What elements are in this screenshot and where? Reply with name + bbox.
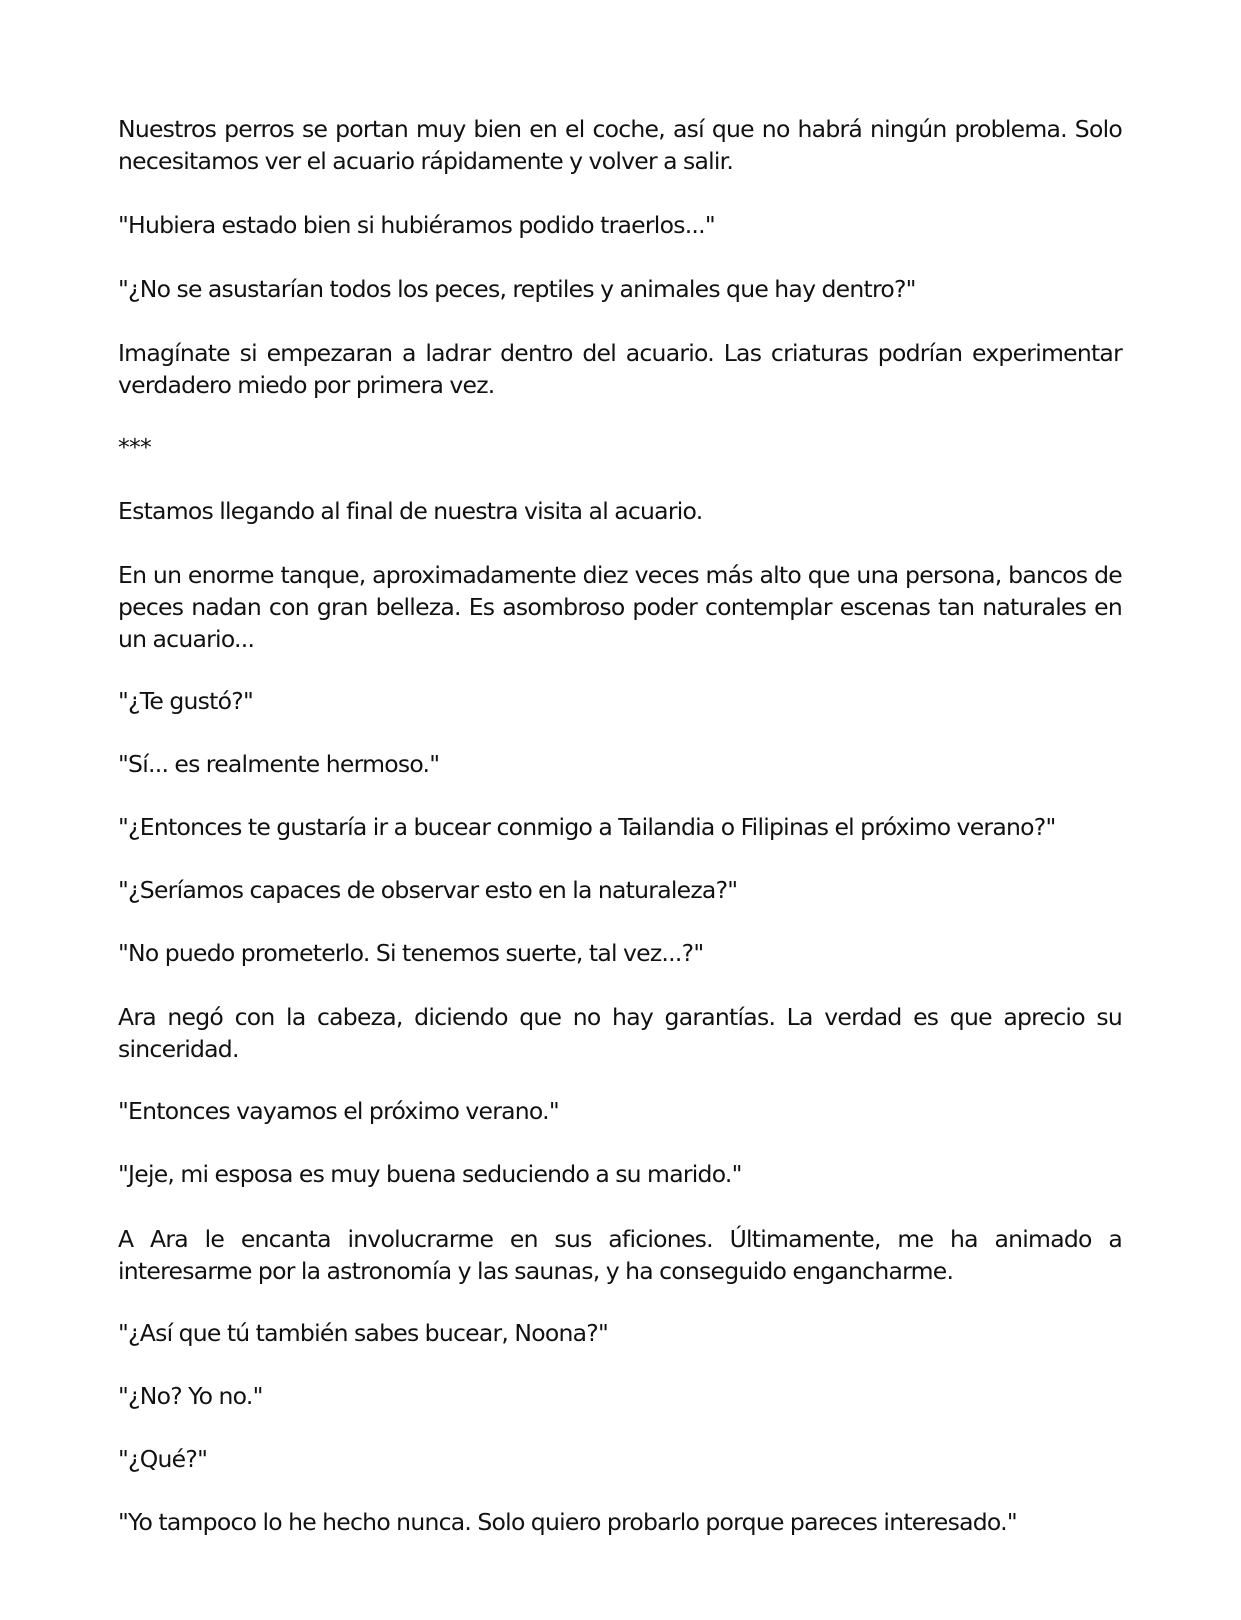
- paragraph-1: Nuestros perros se portan muy bien en el coche, así que no habrá ningún problema. Solo necesitamos ver el acuario rápidamente y volver a salir.: [118, 115, 1122, 175]
- paragraph-14: "Jeje, mi esposa es muy buena seduciendo a su marido.": [118, 1160, 742, 1188]
- paragraph-11: "No puedo prometerlo. Si tenemos suerte, tal vez...?": [118, 939, 704, 967]
- paragraph-8: "Sí... es realmente hermoso.": [118, 750, 440, 778]
- paragraph-5: Estamos llegando al final de nuestra visita al acuario.: [118, 497, 703, 525]
- paragraph-6: En un enorme tanque, aproximadamente diez veces más alto que una persona, bancos de peces nadan con gran belleza. Es asombroso poder contemplar escenas tan naturales en un acuario...: [118, 561, 1122, 653]
- paragraph-13: "Entonces vayamos el próximo verano.": [118, 1097, 559, 1125]
- paragraph-15: A Ara le encanta involucrarme en sus aficiones. Últimamente, me ha animado a interesarme por la astronomía y las saunas, y ha conseguido engancharme.: [118, 1225, 1122, 1285]
- paragraph-9: "¿Entonces te gustaría ir a bucear conmigo a Tailandia o Filipinas el próximo verano?": [118, 813, 1056, 841]
- paragraph-4: Imagínate si empezaran a ladrar dentro del acuario. Las criaturas podrían experimentar verdadero miedo por primera vez.: [118, 339, 1122, 399]
- paragraph-19: "Yo tampoco lo he hecho nunca. Solo quiero probarlo porque pareces interesado.": [118, 1508, 1017, 1536]
- scene-break: ***: [118, 433, 151, 461]
- paragraph-16: "¿Así que tú también sabes bucear, Noona?": [118, 1319, 609, 1347]
- paragraph-17: "¿No? Yo no.": [118, 1382, 263, 1410]
- paragraph-12: Ara negó con la cabeza, diciendo que no hay garantías. La verdad es que aprecio su sinceridad.: [118, 1003, 1122, 1063]
- paragraph-3: "¿No se asustarían todos los peces, reptiles y animales que hay dentro?": [118, 275, 916, 303]
- paragraph-18: "¿Qué?": [118, 1445, 208, 1473]
- paragraph-10: "¿Seríamos capaces de observar esto en la naturaleza?": [118, 876, 738, 904]
- paragraph-2: "Hubiera estado bien si hubiéramos podido traerlos...": [118, 211, 715, 239]
- paragraph-7: "¿Te gustó?": [118, 687, 253, 715]
